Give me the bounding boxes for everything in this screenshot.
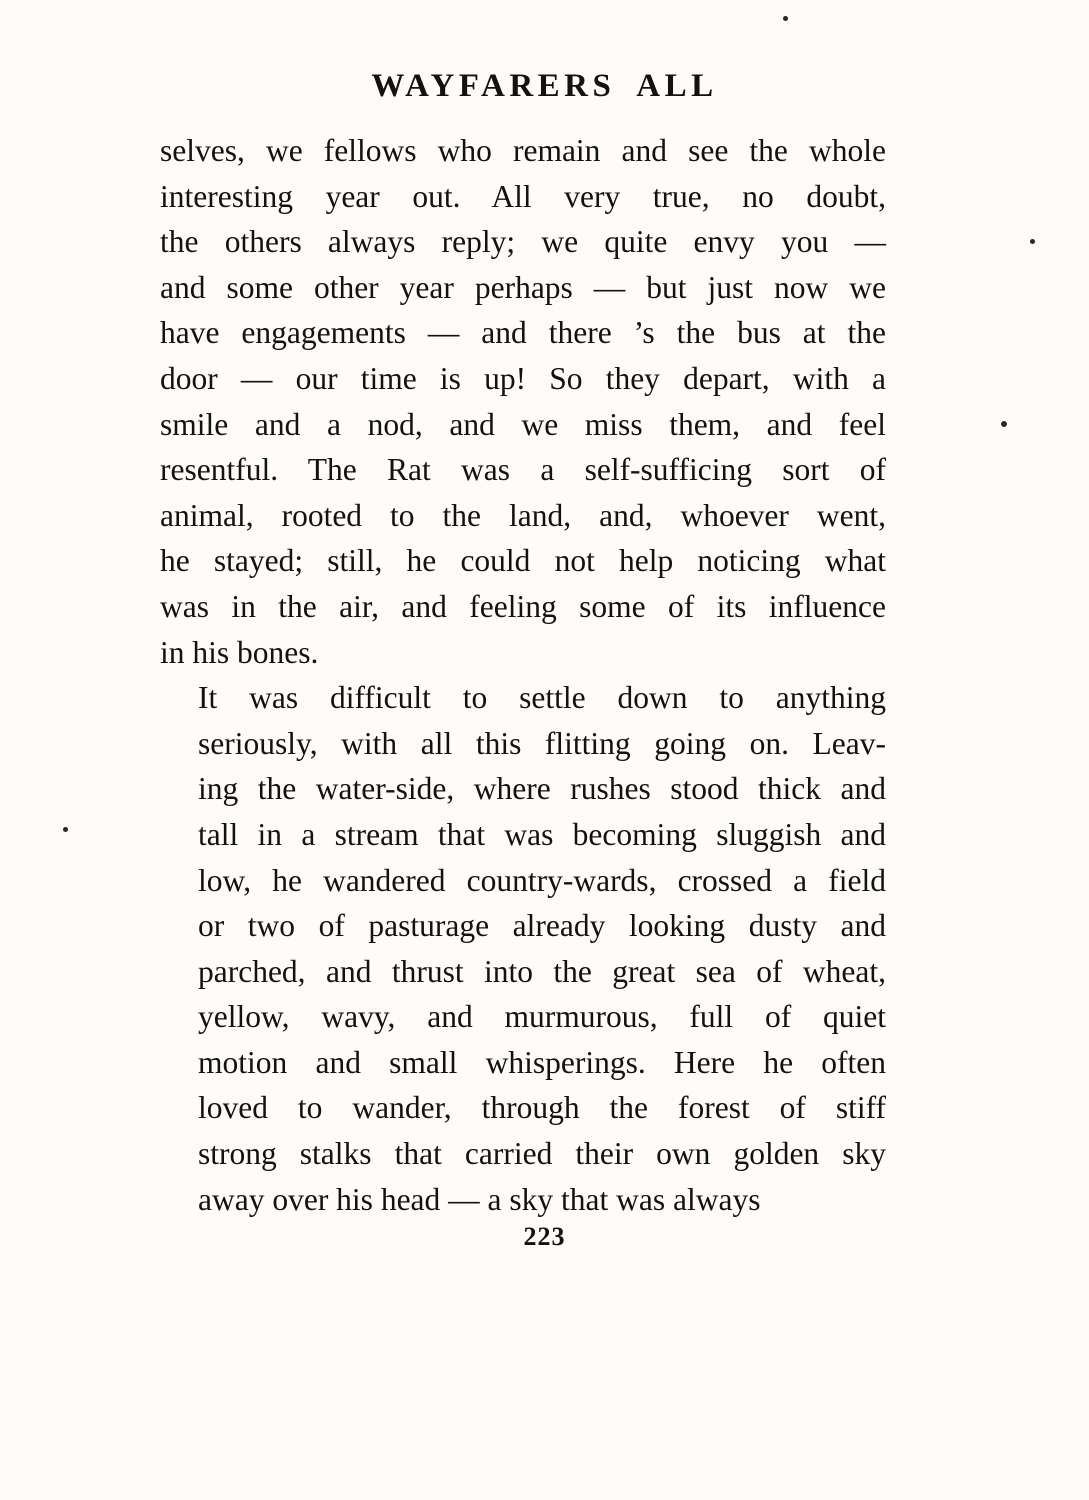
body-text <box>160 128 886 1222</box>
text-line: low, he wandered country-wards, crossed a field <box>198 862 886 898</box>
text-line: parched, and thrust into the great sea of wheat, <box>198 953 886 989</box>
paragraph <box>160 675 886 1222</box>
text-line: in his bones. <box>160 634 319 670</box>
text-line: animal, rooted to the land, and, whoever went, <box>160 497 886 533</box>
text-line: ing the water-side, where rushes stood thick and <box>198 771 886 807</box>
text-line: selves, we fellows who remain and see the whole <box>160 133 886 168</box>
text-line: strong stalks that carried their own golden sky <box>198 1136 886 1172</box>
text-line: away over his head — a sky that was always <box>198 1181 761 1217</box>
text-line: door — our time is up! So they depart, with a <box>160 360 886 396</box>
page-number: 223 <box>523 1222 566 1251</box>
text-line: interesting year out. All very true, no doubt, <box>160 178 886 214</box>
text-line: or two of pasturage already looking dusty and <box>198 908 886 944</box>
text-line: tall in a stream that was becoming sluggish and <box>198 816 886 852</box>
running-head: WAYFARERS ALL <box>371 68 718 104</box>
text-line: resentful. The Rat was a self-sufficing sort of <box>160 452 886 488</box>
text-line: yellow, wavy, and murmurous, full of quiet <box>198 999 886 1035</box>
text-line: loved to wander, through the forest of stiff <box>198 1090 886 1126</box>
paragraph <box>160 128 886 675</box>
text-line: motion and small whisperings. Here he often <box>198 1044 886 1080</box>
text-line: the others always reply; we quite envy you — <box>160 224 886 260</box>
speck-mark <box>783 16 788 21</box>
text-line: he stayed; still, he could not help noticing what <box>160 543 886 579</box>
speck-mark <box>1030 239 1035 244</box>
speck-mark <box>63 827 68 832</box>
text-line: smile and a nod, and we miss them, and feel <box>160 406 886 442</box>
text-line: and some other year perhaps — but just now we <box>160 269 886 305</box>
text-line: seriously, with all this flitting going on. Leav- <box>198 725 886 761</box>
speck-mark <box>1001 421 1007 427</box>
text-line: was in the air, and feeling some of its influence <box>160 588 886 624</box>
text-line: have engagements — and there ’s the bus at the <box>160 315 886 351</box>
text-line: It was difficult to settle down to anything <box>198 680 886 716</box>
